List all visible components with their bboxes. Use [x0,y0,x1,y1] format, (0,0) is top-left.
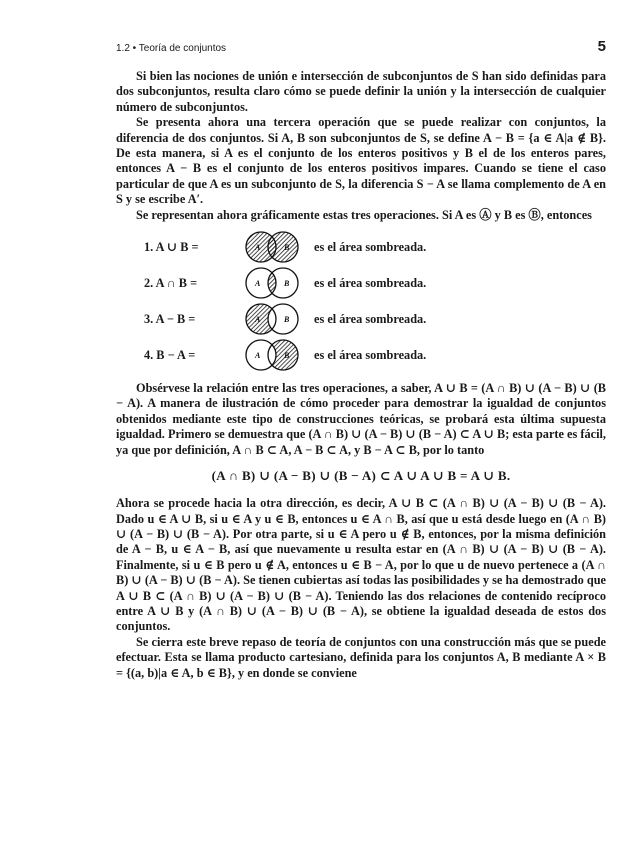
operation-row [116,337,606,373]
circle-b-label: B [284,243,290,253]
operation-label: 4. B − A = [144,347,196,362]
circle-b-label: B [284,279,290,289]
circle-a-label: A [255,315,261,325]
paragraph-4: Obsérvese la relación entre las tres operaciones, a saber, A ∪ B = (A ∩ B) ∪ (A − B) ∪ (B − A). A manera de ilustración de cómo proceder para demostrar la igualdad de conjuntos obtenidos mediante este tipo de construcciones teóricas, se probará esta última supuesta igualdad. Primero se demuestra que (A ∩ B) ∪ (A − B) ∪ (B − A) ⊂ A ∪ B; esta parte es fácil, ya que por definición, A ∩ B ⊂ A, A − B ⊂ A, y B − A ⊂ B, por lo tanto [116,381,606,457]
operation-row [116,301,606,337]
circle-b-label: B [284,351,290,361]
paragraph-1: Si bien las nociones de unión e intersección de subconjuntos de S han sido definidas para dos subconjuntos, resulta claro cómo se puede definir la unión y la intersección de cualquier número de subconjuntos. [116,69,606,114]
operation-description: es el área sombreada. [314,347,427,362]
circle-b-label: B [284,315,290,325]
paragraph-2: Se presenta ahora una tercera operación que se puede realizar con conjuntos, la diferencia de dos conjuntos. Si A, B son subconjuntos de S, se define A − B = {a ∈ A|a ∉ B}. De esta manera, si A es el conjunto de los enteros positivos y B el de los enteros pares, entonces A − B es el conjunto de los enteros positivos impares. Cuando se tiene el caso particular de que A es un subconjunto de S, la diferencia S − A se llama complemento de A en S y se escribe A′. [116,115,606,207]
venn-diagram-union [240,230,304,264]
operation-description: es el área sombreada. [314,311,427,326]
page-number: 5 [597,38,606,55]
venn-diagram-b-minus-a [240,338,304,372]
circle-a-label: A [255,243,261,253]
circle-a-label: A [255,351,261,361]
circle-a-label: A [255,279,261,289]
operation-label: 1. A ∪ B = [144,240,199,255]
operation-description: es el área sombreada. [314,239,427,254]
venn-diagram-a-minus-b [240,302,304,336]
operation-description: es el área sombreada. [314,275,427,290]
page-header [116,38,606,55]
operation-label: 3. A − B = [144,311,196,326]
paragraph-3: Se representan ahora gráficamente estas tres operaciones. Si A es Ⓐ y B es Ⓑ, entonces [136,207,592,222]
paragraph-6: Se cierra este breve repaso de teoría de conjuntos con una construcción más que se puede efectuar. Esta se llama producto cartesiano, definida para los conjuntos A, B mediante A × B = {(a, b)|a ∈ A, b ∈ B}, y en donde se conviene [116,634,606,680]
venn-diagram-intersection [240,266,304,300]
paragraph-5: Ahora se procede hacia la otra dirección, es decir, A ∪ B ⊂ (A ∩ B) ∪ (A − B) ∪ (B − A). Dado u ∈ A ∪ B, si u ∈ A y u ∈ B, entonces u ∈ A ∩ B, así que u está desde luego en (A ∩ B) ∪ (A − B) ∪ (B − A). Por otra parte, si u ∈ A pero u ∉ B, entonces, por la misma definición de A − B, u ∈ A − B, así que nuevamente u resulta estar en (A ∩ B) ∪ (A − B) ∪ (B − A). Finalmente, si u ∈ B pero u ∉ A, entonces u ∈ B − A, por lo que u de nuevo pertenece a (A ∩ B) ∪ (A − B) ∪ (B − A). Se tienen cubiertas así todas las posibilidades y se ha demostrado que A ∪ B ⊂ (A ∩ B) ∪ (A − B) ∪ (B − A). Teniendo las dos relaciones de contenido recíproco entre A ∪ B y (A ∩ B) ∪ (A − B) ∪ (B − A), se obtiene la igualdad deseada de estos dos conjuntos. [116,496,606,634]
venn-operations-list [116,229,606,373]
section-title: 1.2 • Teoría de conjuntos [116,43,227,54]
operation-row [116,229,606,265]
set-inclusion-formula: (A ∩ B) ∪ (A − B) ∪ (B − A) ⊂ A ∪ A ∪ B = A ∪ B. [211,468,511,484]
operation-label: 2. A ∩ B = [144,275,198,290]
operation-row [116,265,606,301]
